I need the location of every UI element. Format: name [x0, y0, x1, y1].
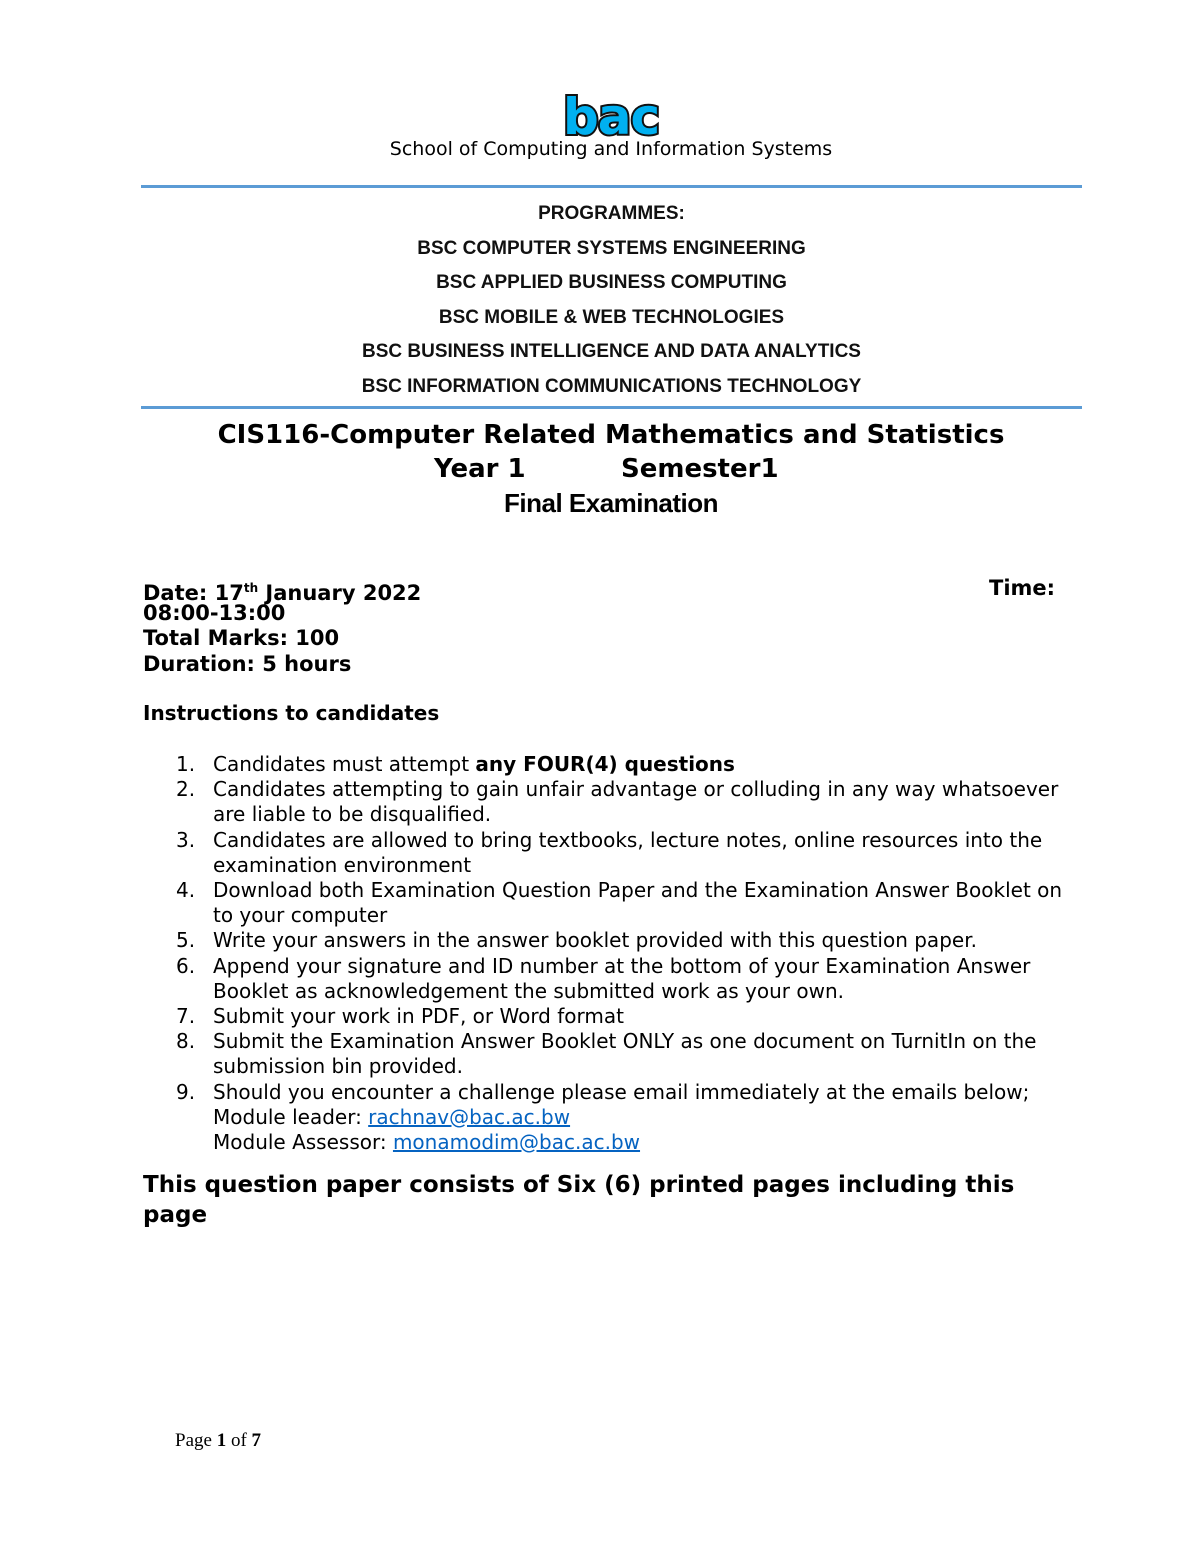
- list-item: 7. Submit your work in PDF, or Word format: [176, 1004, 624, 1029]
- programmes-label: PROGRAMMES:: [538, 203, 685, 224]
- total-marks: Total Marks: 100: [143, 626, 340, 650]
- top-divider: [141, 185, 1082, 188]
- programme-item: BSC APPLIED BUSINESS COMPUTING: [436, 272, 787, 293]
- time-label: Time:: [989, 576, 1056, 600]
- instructions-heading: Instructions to candidates: [143, 701, 440, 725]
- list-item: 4. Download both Examination Question Paper and the Examination Answer Booklet on to your computer: [176, 878, 1063, 928]
- year-label: Year 1: [434, 454, 526, 484]
- duration: Duration: 5 hours: [143, 652, 352, 676]
- semester-label: Semester1: [621, 454, 779, 484]
- list-item: 1. Candidates must attempt any FOUR(4) questions: [176, 752, 735, 776]
- programme-item: BSC MOBILE & WEB TECHNOLOGIES: [438, 306, 785, 328]
- exam-type: Final Examination: [504, 488, 718, 518]
- list-item: 9. Should you encounter a challenge please email immediately at the emails below; Module leader: rachnav@bac.ac.bw Module Assessor: monamodim@bac.ac.bw: [176, 1079, 1030, 1155]
- instructions-list: [176, 752, 1086, 1155]
- time-value: 08:00-13:00: [143, 601, 286, 625]
- list-item: 2. Candidates attempting to gain unfair advantage or colluding in any way whatsoever are liable to be disqualified.: [176, 777, 1059, 827]
- programmes-block: [141, 202, 1082, 409]
- logo-text: bac: [563, 92, 660, 144]
- course-title: CIS116-Computer Related Mathematics and Statistics: [217, 420, 1005, 450]
- assessor-email-link[interactable]: monamodim@bac.ac.bw: [392, 1130, 641, 1155]
- page-number: Page 1 of 7: [175, 1430, 262, 1451]
- bac-logo: [562, 92, 660, 144]
- exam-date: Date: 17th January 2022: [143, 581, 422, 605]
- list-item: 3. Candidates are allowed to bring textbooks, lecture notes, online resources into the examination environment: [176, 827, 1043, 877]
- page-count-note: This question paper consists of Six (6) printed pages including this page: [143, 1172, 1015, 1228]
- school-name: School of Computing and Information Systems: [389, 138, 833, 160]
- leader-email-link[interactable]: rachnav@bac.ac.bw: [368, 1104, 571, 1129]
- programme-item: BSC COMPUTER SYSTEMS ENGINEERING: [417, 237, 806, 259]
- list-item: 8. Submit the Examination Answer Booklet ONLY as one document on TurnitIn on the submission bin provided.: [176, 1029, 1037, 1079]
- programme-item: BSC BUSINESS INTELLIGENCE AND DATA ANALYTICS: [362, 341, 861, 362]
- bottom-divider: [141, 406, 1082, 409]
- list-item: 6. Append your signature and ID number at the bottom of your Examination Answer Booklet as acknowledgement the submitted work as your own.: [176, 953, 1031, 1003]
- programme-item: BSC INFORMATION COMMUNICATIONS TECHNOLOGY: [361, 375, 862, 397]
- list-item: 5. Write your answers in the answer booklet provided with this question paper.: [176, 928, 977, 953]
